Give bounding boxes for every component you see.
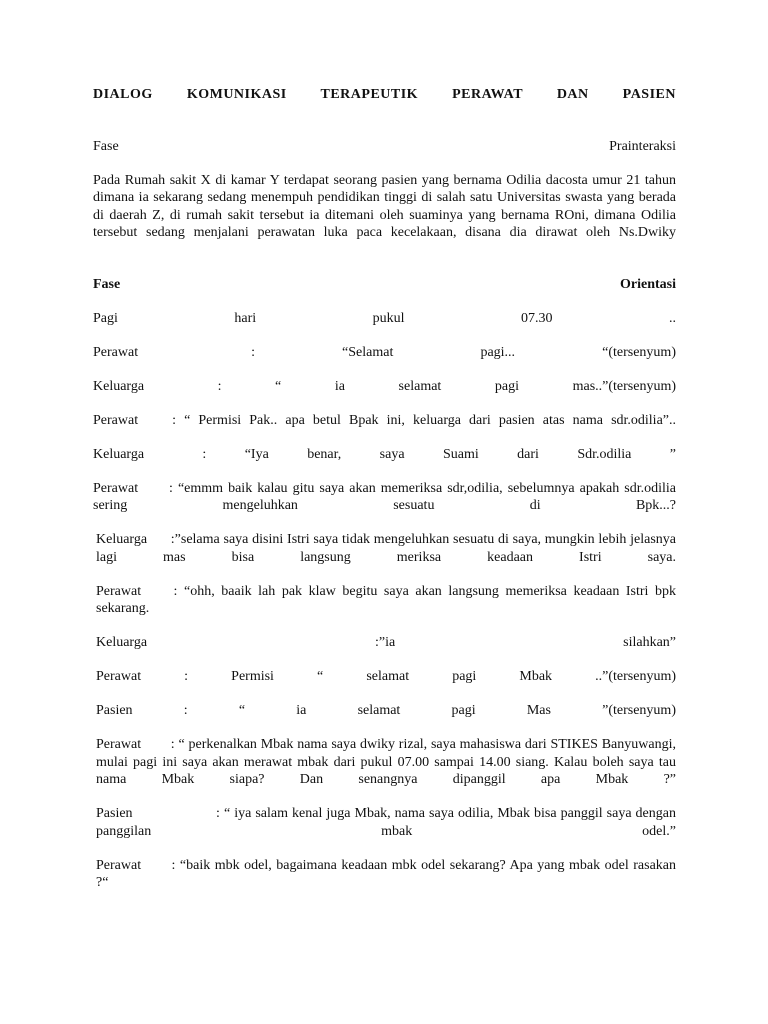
dialog-text: : “ ia selamat pagi mas..”(tersenyum) bbox=[164, 378, 676, 394]
dialog-line bbox=[93, 480, 676, 515]
dialog-line bbox=[93, 583, 676, 618]
dialog-line bbox=[93, 668, 676, 686]
dialog-text: : “ ia selamat pagi Mas ”(tersenyum) bbox=[132, 703, 676, 718]
document-page bbox=[93, 84, 676, 892]
speaker-label: Perawat bbox=[96, 857, 142, 873]
dialog-line bbox=[93, 736, 676, 789]
dialog-line bbox=[93, 857, 676, 892]
time-line: Pagi hari pukul 07.30 .. bbox=[93, 310, 676, 326]
dialog-list bbox=[93, 327, 676, 892]
phase-heading-prainteraksi bbox=[93, 138, 676, 156]
dialog-line bbox=[93, 446, 676, 464]
speaker-label: Perawat bbox=[96, 583, 142, 599]
dialog-text: : “ohh, baaik lah pak klaw begitu saya akan langsung memeriksa keadaan Istri bpk sekarang. bbox=[96, 583, 676, 616]
intro-paragraph: Pada Rumah sakit X di kamar Y terdapat seorang pasien yang bernama Odilia dacosta umur 21 tahun dimana ia sekarang sedang menempuh pendidikan tinggi di salah satu Universitas swasta yang berada di daerah Z, di rumah sakit tersebut ia ditemani oleh suaminya yang bernama ROni, dimana Odilia tersebut sedang menjalani perawatan luka paca kecelakaan, disana dia dirawat oleh Ns.Dwiky bbox=[93, 172, 676, 240]
speaker-label: Perawat bbox=[93, 412, 139, 428]
dialog-line bbox=[93, 412, 676, 430]
dialog-line bbox=[93, 378, 676, 396]
speaker-label: Perawat bbox=[93, 344, 139, 360]
phase-heading-orientasi bbox=[93, 276, 676, 294]
speaker-label: Pasien bbox=[96, 806, 133, 821]
dialog-text: : “Iya benar, saya Suami dari Sdr.odilia ” bbox=[164, 446, 676, 462]
phase-name: Orientasi bbox=[620, 276, 676, 292]
dialog-text: : “Selamat pagi... “(tersenyum) bbox=[164, 344, 676, 360]
speaker-label: Keluarga bbox=[93, 446, 145, 462]
speaker-label: Keluarga bbox=[93, 378, 145, 394]
dialog-line bbox=[93, 805, 676, 840]
dialog-line bbox=[93, 702, 676, 720]
dialog-text: : “ Permisi Pak.. apa betul Bpak ini, keluarga dari pasien atas nama sdr.odilia”.. bbox=[164, 412, 676, 428]
dialog-line bbox=[93, 344, 676, 362]
dialog-text: :”ia silahkan” bbox=[147, 635, 676, 650]
speaker-label: Perawat bbox=[96, 669, 142, 684]
document-title: DIALOG KOMUNIKASI TERAPEUTIK PERAWAT DAN PASIEN bbox=[93, 87, 676, 102]
speaker-label: Perawat bbox=[96, 737, 142, 752]
speaker-label: Perawat bbox=[93, 480, 139, 496]
speaker-label: Keluarga bbox=[96, 532, 148, 547]
dialog-text: :”selama saya disini Istri saya tidak mengeluhkan sesuatu di saya, mungkin lebih jelasnya lagi mas bisa langsung meriksa keadaan Istri saya. bbox=[96, 532, 676, 565]
dialog-line bbox=[93, 634, 676, 652]
speaker-label: Pasien bbox=[96, 703, 133, 718]
speaker-label: Keluarga bbox=[96, 635, 148, 650]
dialog-text: : “ iya salam kenal juga Mbak, nama saya odilia, Mbak bisa panggil saya dengan panggilan mbak odel.” bbox=[96, 806, 676, 839]
dialog-text: : “emmm baik kalau gitu saya akan memeriksa sdr,odilia, sebelumnya apakah sdr.odilia sering mengeluhkan sesuatu di Bpk...? bbox=[93, 480, 676, 513]
phase-label: Fase bbox=[93, 138, 119, 154]
dialog-text: : “ perkenalkan Mbak nama saya dwiky rizal, saya mahasiswa dari STIKES Banyuwangi, mulai pagi ini saya akan merawat mbak dari pukul 07.00 sampai 14.00 siang. Kalau boleh saya tau nama Mbak siapa? Dan senangnya dipanggil apa Mbak ?” bbox=[96, 737, 676, 787]
phase-name: Prainteraksi bbox=[609, 138, 676, 154]
dialog-line bbox=[93, 531, 676, 566]
phase-label: Fase bbox=[93, 276, 121, 292]
dialog-text: : Permisi “ selamat pagi Mbak ..”(tersenyum) bbox=[141, 669, 676, 684]
dialog-text: : “baik mbk odel, bagaimana keadaan mbk odel sekarang? Apa yang mbak odel rasakan ?“ bbox=[96, 857, 676, 890]
